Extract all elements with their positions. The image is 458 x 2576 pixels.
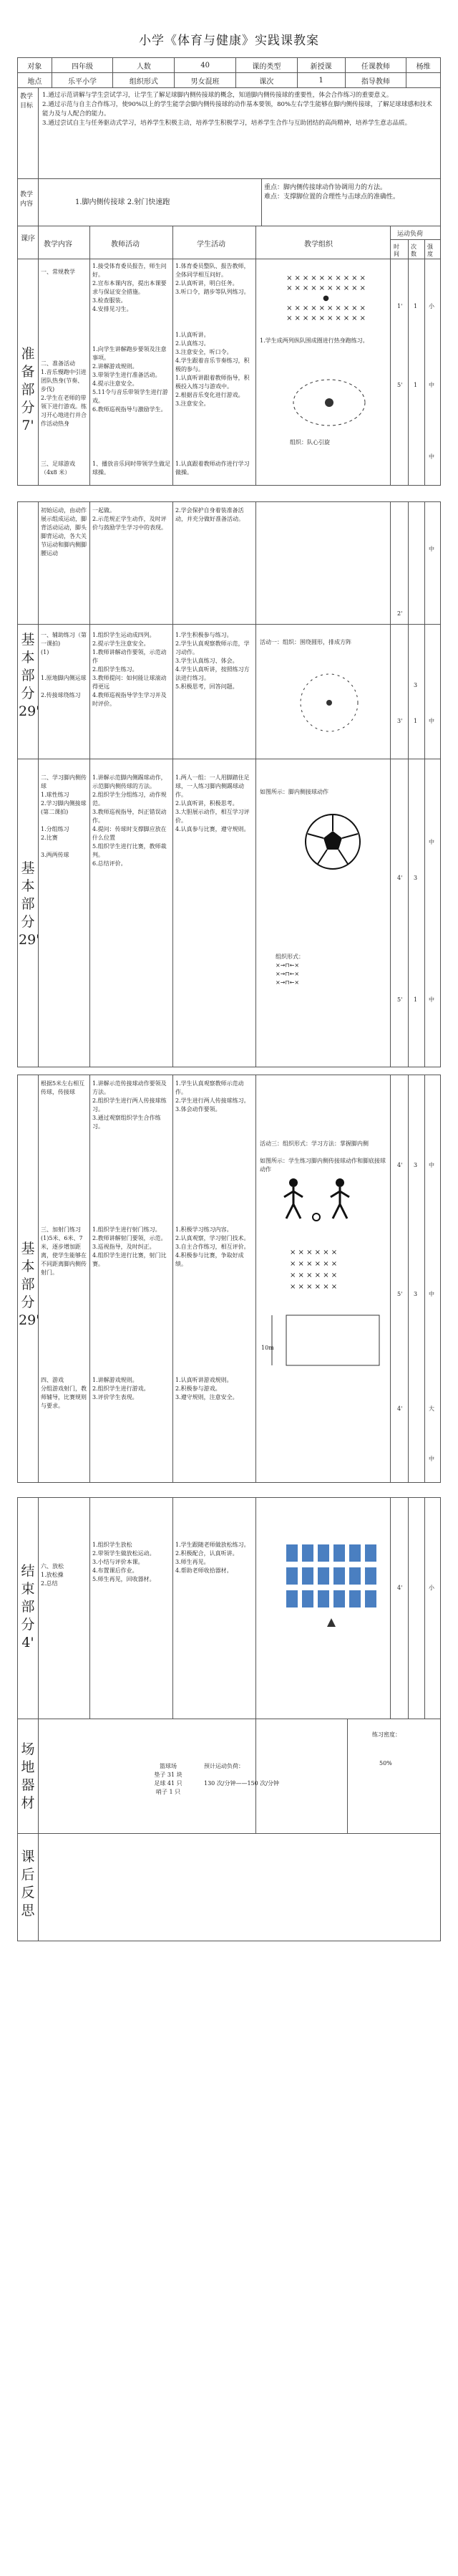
prep-label: 准备部分7' <box>21 346 35 433</box>
basic1-org: 活动一：组织：围绕圆形，排成方阵 <box>260 639 351 645</box>
venue-estimate: 预计运动负荷： 130 次/分钟——150 次/分钟 <box>204 1763 280 1787</box>
load-time: 4' <box>397 1585 403 1591</box>
load-time: 3' <box>397 718 403 724</box>
relax-formation-diagram <box>283 1541 383 1634</box>
col-intensity: 强度 <box>427 244 433 257</box>
venue-section <box>17 1719 441 1834</box>
keypoints-text: 重点：脚内侧传接球动作协调用力的方法。 难点：支撑脚位置的合理性与击球点的准确性。 <box>264 184 400 201</box>
header-cell: 四年级 <box>52 58 113 73</box>
end-section <box>17 1497 441 1719</box>
venue-label: 场地器材 <box>21 1741 35 1811</box>
header-cell: 新授课 <box>297 58 345 73</box>
basic2-content: 二、学习脚内侧传球 1.球性练习 2.学习脚内侧接球(第二课拍) 1.分组练习 2.比赛 3.两两传球 <box>41 774 87 858</box>
distance-label: 10m <box>261 1345 274 1351</box>
basic-section-1 <box>17 501 441 759</box>
header-cell: 乐平小学 <box>52 73 113 88</box>
header-cell: 杨维 <box>406 58 441 73</box>
load-time: 4' <box>397 875 403 881</box>
prep-content-3: 三、足球游戏（4x8 米） <box>41 461 75 476</box>
header-cell: 男女混班 <box>175 73 236 88</box>
basic1-teacher-0: 一起做。 2.示范规正学生动作，及时评价与鼓励学生学习中的表现。 <box>92 507 167 531</box>
basic1-student-1: 1.学生积极参与练习。 2.学生认真观察教师示范，学习动作。 3.学生认真练习、体会。 4.学生认真听讲，按照练习方法进行练习。 5.积极思考，回答问题。 <box>175 632 250 690</box>
header-row-1 <box>18 58 441 73</box>
load-intensity: 中 <box>429 382 434 388</box>
passing-players-figure <box>276 1176 361 1226</box>
header-cell: 任课教师 <box>345 58 406 73</box>
prep-org-note: 组织：队心引旋 <box>290 439 330 446</box>
prep-student-2: 1.认真听讲。 2.认真练习。 3.注意安全，听口令。 4.学生跟着音乐节奏练习，积极的参与。 1.认真听讲跟着教师指导，积极投入练习与游戏中。 2.根据音乐变化进行游戏。 3.注意安全。 <box>175 332 250 407</box>
load-count: 1 <box>414 996 418 1003</box>
load-count: 1 <box>414 718 418 724</box>
basic-label-3: 基本部分29' <box>19 1241 40 1328</box>
load-intensity: 中 <box>429 1456 434 1462</box>
load-intensity: 中 <box>429 453 434 460</box>
load-count: 1 <box>414 303 418 309</box>
header-cell: 指导教师 <box>345 73 406 88</box>
load-intensity: 中 <box>429 1291 434 1297</box>
load-intensity: 中 <box>429 839 434 845</box>
basic1-student-0: 2.学会保护自身着装准备活动，并充分做好准备活动。 <box>175 507 244 522</box>
load-intensity: 小 <box>429 1585 434 1591</box>
col-teacher: 教师活动 <box>111 241 140 249</box>
load-count: 3 <box>414 875 418 881</box>
prep-content-1: 一、常规教学 <box>41 269 75 275</box>
soccer-ball-icon <box>301 809 365 874</box>
reflection-label: 课后反思 <box>21 1849 35 1918</box>
prep-content-2: 二、准备活动 1.音乐慢跑中引进团队热身(节奏、步伐) 2.学生在老师的带领下进行游戏。练习开心地进行并合作活动热身 <box>41 360 87 427</box>
basic2-org-1: 如图所示：脚内侧接球动作 <box>260 789 328 795</box>
load-intensity: 中 <box>429 718 434 724</box>
basic3-teacher-1: 1.讲解示范传接球动作要领及方法。 2.组织学生进行两人传接球练习。 3.通过观察组织学生合作练习。 <box>92 1080 167 1130</box>
end-student: 1.学生跟随老师做放松练习。 2.积极配合，认真听讲。 3.师生再见。 4.帮助老师收拾器材。 <box>175 1542 250 1574</box>
goal-label: 教学目标 <box>20 93 34 110</box>
end-content: 六、放松 1.放松操 2.总结 <box>41 1563 64 1587</box>
load-intensity: 中 <box>429 996 434 1003</box>
prep-student-1: 1.体育委员整队、报告教师，全体同学相互问好。 2.认真听讲，明白任务。 3.听口令，踏步等队列练习。 <box>175 263 250 295</box>
prep-section <box>17 259 441 486</box>
load-time: 1' <box>397 303 403 309</box>
load-count: 1 <box>414 382 418 388</box>
header-cell: 课的类型 <box>236 58 298 73</box>
load-intensity: 中 <box>429 546 434 552</box>
circle-formation-diagram <box>283 374 376 431</box>
load-time: 2' <box>397 610 403 617</box>
header-cell <box>406 73 441 88</box>
basic-label-2: 基本部分29' <box>19 860 40 948</box>
density-label: 练习密度： <box>372 1731 401 1738</box>
field-diagram <box>265 1312 386 1369</box>
prep-teacher-1: 1.接受体育委员报告，师生问好。 2.宣布本课内容，提出本课要求与保证安全措施。 3.检查服装。 4.安排见习生。 <box>92 263 167 312</box>
basic-section-3 <box>17 1075 441 1483</box>
header-cell: 组织形式 <box>113 73 175 88</box>
basic3-student-1: 1.学生认真观察教师示范动作。 2.学生进行两人传接球练习。 3.体会动作要领。 <box>175 1080 250 1112</box>
content-label: 教学内容 <box>20 191 34 208</box>
header-table <box>17 57 441 88</box>
basic1-content-0: 初始运动，由动作展示组成运动，脚背活动运动，脚头脚背运动，各大关节运动和脚内侧脚腰运动 <box>41 507 87 557</box>
end-label: 结束部分4' <box>21 1563 35 1650</box>
header-cell: 40 <box>175 58 236 73</box>
load-time: 4' <box>397 1405 403 1412</box>
basic3-content-3: 四、游戏 分组游戏射门，教师辅导，比赛规则与要求。 <box>41 1377 87 1409</box>
load-intensity: 小 <box>429 303 434 309</box>
basic2-student: 1.两人一组：一人用脚踏住足球，一人练习脚内侧踢球动作。 2.认真听讲，积极思考。 3.大胆展示动作，相互学习评价。 4.认真参与比赛，遵守规则。 <box>175 774 250 832</box>
col-org: 教学组织 <box>304 241 333 249</box>
header-cell: 课次 <box>236 73 298 88</box>
prep-org-text: 1.学生成两列纵队围成圈进行热身跑练习。 <box>260 337 369 344</box>
goals-block <box>17 87 441 179</box>
content-block <box>17 179 441 226</box>
page-title: 小学《体育与健康》实践课教案 <box>139 34 319 48</box>
load-count: 3 <box>414 682 418 688</box>
load-count: 3 <box>414 1291 418 1297</box>
column-header <box>17 226 441 259</box>
col-time: 时间 <box>394 244 399 257</box>
basic3-content-1: 根据5米左右相互传球，传接球 <box>41 1080 85 1095</box>
header-row-2 <box>18 73 441 88</box>
prep-teacher-3: 1、播放音乐同时带领学生做足球操。 <box>92 461 171 476</box>
basic1-content-1: 一、辅助练习（第一课拍) (1) 1.原地脚内侧运球 2.传接球绕练习 <box>41 632 87 698</box>
basic3-student-2: 1.积极学习练习内容。 2.认真观察，学习射门技术。 3.自主合作练习，相互评价。 4.积极参与比赛，争取好成绩。 <box>175 1226 250 1267</box>
goals-text: 1.通过示范讲解与学生尝试学习，让学生了解足球脚内侧传接球的概念，知道脚内侧传接球的重要性，体会合作练习的重要意义。 2.通过示范与自主合作练习，使90%以上的学生能学会脚内侧传接球的动作基本要领，80%左右学生能够在脚内侧传接球，了解足球球感和技术能力及与人配合的能力。 3.通过尝试自主与任务驱动式学习，培养学生积极主动，培养学生积极学习，培养学生合作与互助团结的高尚精神，培养学生意志品质。 <box>42 92 432 127</box>
basic3-student-3: 1.认真听讲游戏规则。 2.积极参与游戏。 3.遵守规则，注意安全。 <box>175 1377 238 1400</box>
venue-items: 篮球场 垫子 31 块 足球 41 只 哨子 1 只 <box>154 1763 182 1795</box>
load-count: 3 <box>414 1162 418 1168</box>
load-intensity: 中 <box>429 1162 434 1168</box>
header-cell: 人数 <box>113 58 175 73</box>
reflection-section <box>17 1834 441 1941</box>
basic-label-1: 基本部分29' <box>19 632 40 719</box>
col-student: 学生活动 <box>197 241 225 249</box>
header-cell: 对象 <box>18 58 52 73</box>
basic3-content-2: 三、加射门练习 (1)5米、6米、7米，逐步增加距离，使学生能够在不同距离脚内侧传射门。 <box>41 1226 87 1276</box>
density-value: 50% <box>379 1760 392 1767</box>
header-cell: 地点 <box>18 73 52 88</box>
prep-teacher-2: 1.向学生讲解跑步要领及注意事项。 2.讲解游戏规则。 3.带领学生进行准备活动。 4.提示注意安全。 5.11令与音乐带领学生进行游戏。 6.教师巡视指导与激励学生。 <box>92 346 168 413</box>
basic3-grid-formation: × × × × × × × × × × × × × × × × × × × × × × × × <box>290 1249 338 1291</box>
basic1-teacher-1: 1.组织学生运动成四列。 2.提示学生注意安全。 1.教师讲解动作要领，示范动作 2.组织学生练习。 3.教师提问：如何能让球滚动得更远 4.教师巡视指导学生学习并及时评价。 <box>92 632 167 707</box>
load-time: 4' <box>397 1162 403 1168</box>
basic3-teacher-2: 1.组织学生进行射门练习。 2.教师讲解射门要领，示范。 3.巡视指导，及时纠正。 4.组织学生进行比赛，射门比赛。 <box>92 1226 167 1267</box>
load-intensity: 大 <box>429 1405 434 1412</box>
col-load: 运动负荷 <box>397 231 424 238</box>
basic3-org-1: 活动三：组织形式：学习方法：掌握脚内侧 如图所示：学生练习脚内侧传接球动作和脚底接球动作 <box>260 1140 386 1173</box>
col-structure: 课序 <box>21 235 35 243</box>
basic3-teacher-3: 1.讲解游戏规则。 2.组织学生进行游戏。 3.评价学生表现。 <box>92 1377 150 1400</box>
basic-section-2 <box>17 759 441 1067</box>
load-time: 5' <box>397 996 403 1003</box>
end-teacher: 1.组织学生放松 2.带领学生做放松运动。 3.小结与评价本课。 4.布置课后作业。 5.师生再见，回收器材。 <box>92 1542 155 1582</box>
col-content: 教学内容 <box>44 241 72 249</box>
load-time: 5' <box>397 1291 403 1297</box>
prep-formation: ×××××××××× ×××××××××× ● ×××××××××× ×××××××××× <box>286 274 368 322</box>
header-cell: 1 <box>297 73 345 88</box>
basic2-org-2: 组织形式： ×→⊓←× ×→⊓←× ×→⊓←× <box>276 953 304 986</box>
prep-student-3: 1.认真跟着教师动作进行学习做操。 <box>175 461 250 476</box>
col-count: 次数 <box>411 244 416 257</box>
ring-formation-diagram <box>283 667 376 739</box>
basic2-teacher: 1.讲解示范脚内侧踢球动作，示范脚内侧传球的方法。 2.组织学生分组练习，动作规范。 3.教师巡视指导，纠正错误动作。 4.提问：传球时支撑脚应放在什么位置 5.组织学生进行比赛，教师裁判。 6.总结评价。 <box>92 774 167 867</box>
content-text: 1.脚内侧传接球 2.射门快速跑 <box>75 198 170 206</box>
load-time: 5' <box>397 382 403 388</box>
